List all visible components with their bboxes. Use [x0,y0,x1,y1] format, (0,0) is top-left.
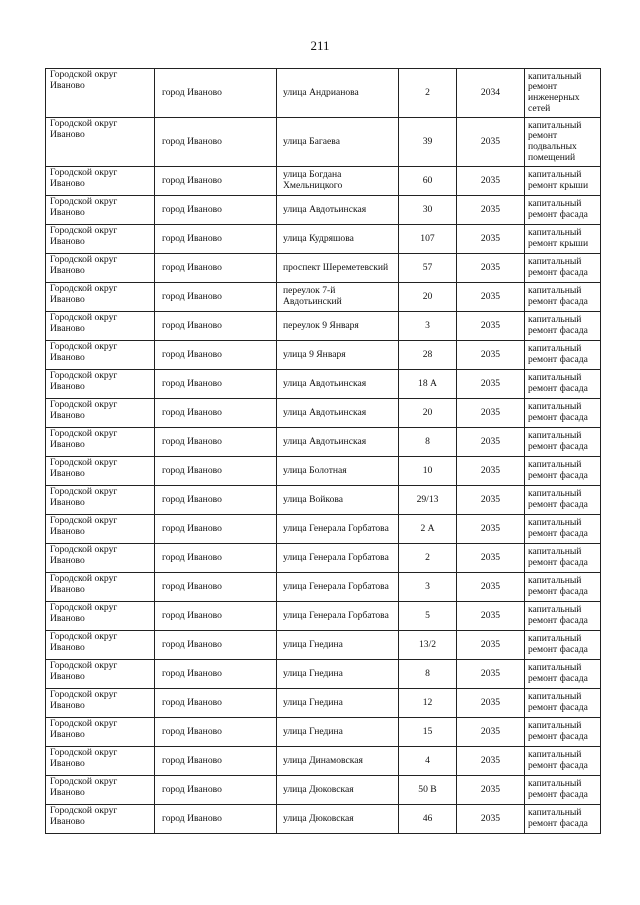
street-cell: улица Гнедина [277,660,399,689]
street-cell: улица Гнедина [277,631,399,660]
work-type-cell: капитальный ремонт крыши [525,167,601,196]
house-number-cell: 60 [399,167,457,196]
table-row [46,747,601,776]
year-cell: 2035 [457,602,525,631]
municipality-cell: Городской округ Иваново [46,370,155,399]
municipality-cell: Городской округ Иваново [46,399,155,428]
work-type-cell: капитальный ремонт фасада [525,283,601,312]
work-type-cell: капитальный ремонт фасада [525,428,601,457]
work-type-cell: капитальный ремонт подвальных помещений [525,118,601,167]
table-row [46,718,601,747]
year-cell: 2035 [457,631,525,660]
house-number-cell: 29/13 [399,486,457,515]
work-type-cell: капитальный ремонт фасада [525,718,601,747]
year-cell: 2035 [457,370,525,399]
city-cell: город Иваново [155,283,277,312]
municipality-cell: Городской округ Иваново [46,515,155,544]
year-cell: 2035 [457,283,525,312]
year-cell: 2035 [457,457,525,486]
work-type-cell: капитальный ремонт фасада [525,747,601,776]
municipality-cell: Городской округ Иваново [46,573,155,602]
year-cell: 2034 [457,69,525,118]
municipality-cell: Городской округ Иваново [46,718,155,747]
work-type-cell: капитальный ремонт фасада [525,254,601,283]
street-cell: улица Динамовская [277,747,399,776]
year-cell: 2035 [457,718,525,747]
table-row [46,631,601,660]
house-number-cell: 12 [399,689,457,718]
work-type-cell: капитальный ремонт фасада [525,689,601,718]
municipality-cell: Городской округ Иваново [46,660,155,689]
city-cell: город Иваново [155,805,277,834]
table-row [46,515,601,544]
work-type-cell: капитальный ремонт фасада [525,544,601,573]
table-row [46,167,601,196]
table-body [46,69,601,834]
table-row [46,776,601,805]
city-cell: город Иваново [155,254,277,283]
city-cell: город Иваново [155,747,277,776]
house-number-cell: 20 [399,399,457,428]
work-type-cell: капитальный ремонт фасада [525,631,601,660]
year-cell: 2035 [457,254,525,283]
table-row [46,118,601,167]
work-type-cell: капитальный ремонт фасада [525,312,601,341]
municipality-cell: Городской округ Иваново [46,167,155,196]
year-cell: 2035 [457,312,525,341]
city-cell: город Иваново [155,69,277,118]
table-row [46,69,601,118]
city-cell: город Иваново [155,515,277,544]
street-cell: улица Авдотьинская [277,399,399,428]
city-cell: город Иваново [155,544,277,573]
year-cell: 2035 [457,515,525,544]
house-number-cell: 13/2 [399,631,457,660]
work-type-cell: капитальный ремонт инженерных сетей [525,69,601,118]
year-cell: 2035 [457,341,525,370]
municipality-cell: Городской округ Иваново [46,283,155,312]
work-type-cell: капитальный ремонт крыши [525,225,601,254]
table-row [46,573,601,602]
table-row [46,370,601,399]
municipality-cell: Городской округ Иваново [46,805,155,834]
year-cell: 2035 [457,573,525,602]
house-number-cell: 8 [399,660,457,689]
municipality-cell: Городской округ Иваново [46,457,155,486]
street-cell: улица Богдана Хмельницкого [277,167,399,196]
city-cell: город Иваново [155,631,277,660]
house-number-cell: 5 [399,602,457,631]
municipality-cell: Городской округ Иваново [46,254,155,283]
municipality-cell: Городской округ Иваново [46,544,155,573]
municipality-cell: Городской округ Иваново [46,341,155,370]
house-number-cell: 107 [399,225,457,254]
house-number-cell: 39 [399,118,457,167]
house-number-cell: 30 [399,196,457,225]
city-cell: город Иваново [155,341,277,370]
municipality-cell: Городской округ Иваново [46,776,155,805]
municipality-cell: Городской округ Иваново [46,486,155,515]
year-cell: 2035 [457,660,525,689]
work-type-cell: капитальный ремонт фасада [525,457,601,486]
city-cell: город Иваново [155,457,277,486]
municipality-cell: Городской округ Иваново [46,689,155,718]
table-row [46,602,601,631]
house-number-cell: 50 В [399,776,457,805]
city-cell: город Иваново [155,370,277,399]
city-cell: город Иваново [155,573,277,602]
year-cell: 2035 [457,225,525,254]
street-cell: переулок 7-й Авдотьинский [277,283,399,312]
street-cell: улица Дюковская [277,805,399,834]
city-cell: город Иваново [155,660,277,689]
year-cell: 2035 [457,805,525,834]
year-cell: 2035 [457,486,525,515]
city-cell: город Иваново [155,428,277,457]
table-row [46,341,601,370]
page-number: 211 [310,38,330,53]
work-type-cell: капитальный ремонт фасада [525,776,601,805]
year-cell: 2035 [457,428,525,457]
city-cell: город Иваново [155,196,277,225]
work-type-cell: капитальный ремонт фасада [525,573,601,602]
city-cell: город Иваново [155,167,277,196]
year-cell: 2035 [457,689,525,718]
work-type-cell: капитальный ремонт фасада [525,602,601,631]
year-cell: 2035 [457,776,525,805]
city-cell: город Иваново [155,689,277,718]
table-row [46,486,601,515]
city-cell: город Иваново [155,486,277,515]
street-cell: улица Генерала Горбатова [277,573,399,602]
work-type-cell: капитальный ремонт фасада [525,805,601,834]
house-number-cell: 2 А [399,515,457,544]
work-type-cell: капитальный ремонт фасада [525,370,601,399]
house-number-cell: 15 [399,718,457,747]
city-cell: город Иваново [155,312,277,341]
table-row [46,660,601,689]
municipality-cell: Городской округ Иваново [46,69,155,118]
house-number-cell: 2 [399,544,457,573]
city-cell: город Иваново [155,602,277,631]
municipality-cell: Городской округ Иваново [46,631,155,660]
table-row [46,457,601,486]
city-cell: город Иваново [155,776,277,805]
work-type-cell: капитальный ремонт фасада [525,399,601,428]
house-number-cell: 28 [399,341,457,370]
city-cell: город Иваново [155,399,277,428]
street-cell: улица Андрианова [277,69,399,118]
house-number-cell: 18 А [399,370,457,399]
table-row [46,283,601,312]
municipality-cell: Городской округ Иваново [46,428,155,457]
street-cell: улица Генерала Горбатова [277,515,399,544]
table-row [46,399,601,428]
repair-schedule-table [45,68,601,834]
house-number-cell: 46 [399,805,457,834]
table-row [46,225,601,254]
city-cell: город Иваново [155,118,277,167]
municipality-cell: Городской округ Иваново [46,196,155,225]
street-cell: улица 9 Января [277,341,399,370]
municipality-cell: Городской округ Иваново [46,118,155,167]
house-number-cell: 10 [399,457,457,486]
street-cell: улица Войкова [277,486,399,515]
city-cell: город Иваново [155,225,277,254]
table-row [46,196,601,225]
work-type-cell: капитальный ремонт фасада [525,486,601,515]
table-row [46,312,601,341]
year-cell: 2035 [457,196,525,225]
work-type-cell: капитальный ремонт фасада [525,341,601,370]
municipality-cell: Городской округ Иваново [46,747,155,776]
street-cell: улица Кудряшова [277,225,399,254]
street-cell: улица Болотная [277,457,399,486]
street-cell: улица Гнедина [277,689,399,718]
table-row [46,689,601,718]
street-cell: проспект Шереметевский [277,254,399,283]
year-cell: 2035 [457,399,525,428]
city-cell: город Иваново [155,718,277,747]
house-number-cell: 57 [399,254,457,283]
table-row [46,544,601,573]
street-cell: переулок 9 Января [277,312,399,341]
municipality-cell: Городской округ Иваново [46,312,155,341]
street-cell: улица Генерала Горбатова [277,602,399,631]
house-number-cell: 3 [399,573,457,602]
year-cell: 2035 [457,747,525,776]
year-cell: 2035 [457,544,525,573]
year-cell: 2035 [457,118,525,167]
street-cell: улица Дюковская [277,776,399,805]
work-type-cell: капитальный ремонт фасада [525,515,601,544]
table-row [46,805,601,834]
street-cell: улица Багаева [277,118,399,167]
table-row [46,428,601,457]
municipality-cell: Городской округ Иваново [46,225,155,254]
street-cell: улица Авдотьинская [277,196,399,225]
house-number-cell: 20 [399,283,457,312]
house-number-cell: 4 [399,747,457,776]
house-number-cell: 3 [399,312,457,341]
street-cell: улица Авдотьинская [277,370,399,399]
street-cell: улица Гнедина [277,718,399,747]
year-cell: 2035 [457,167,525,196]
municipality-cell: Городской округ Иваново [46,602,155,631]
work-type-cell: капитальный ремонт фасада [525,660,601,689]
house-number-cell: 8 [399,428,457,457]
work-type-cell: капитальный ремонт фасада [525,196,601,225]
street-cell: улица Генерала Горбатова [277,544,399,573]
table-row [46,254,601,283]
house-number-cell: 2 [399,69,457,118]
street-cell: улица Авдотьинская [277,428,399,457]
